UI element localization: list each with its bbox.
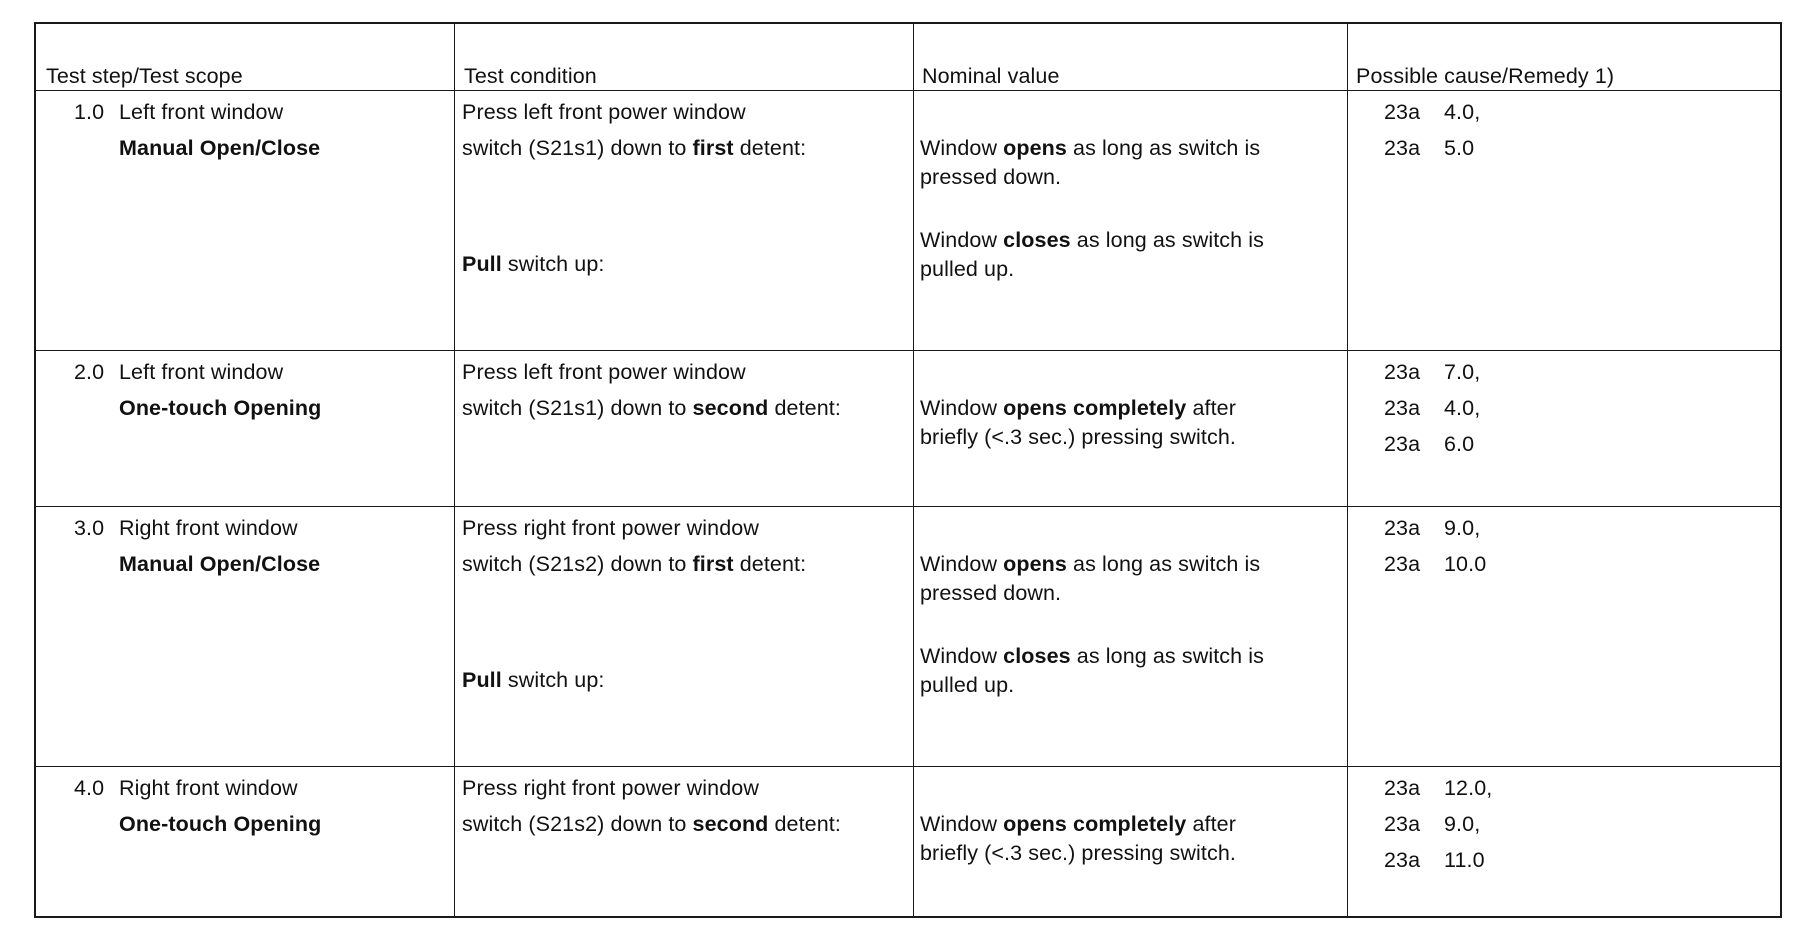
header-nominal-value: Nominal value bbox=[922, 64, 1060, 88]
nominal-value bbox=[920, 552, 1260, 576]
scope-title: Right front window bbox=[119, 516, 298, 540]
condition-detent-part: first bbox=[692, 552, 734, 576]
header-test-step: Test step/Test scope bbox=[46, 64, 243, 88]
nominal-value-part: Window bbox=[920, 812, 1004, 836]
remedy-ref: 23a bbox=[1384, 848, 1421, 872]
nominal-value-line2: pressed down. bbox=[920, 165, 1062, 189]
footnote-ref: 1) bbox=[1594, 64, 1615, 88]
nominal-value bbox=[920, 136, 1260, 160]
remedy-ref: 23a bbox=[1384, 812, 1421, 836]
condition-line: Press right front power window bbox=[462, 776, 759, 800]
remedy-step: 9.0, bbox=[1444, 812, 1481, 836]
scope-subtitle: Manual Open/Close bbox=[119, 552, 321, 576]
nominal-value-close bbox=[920, 228, 1264, 252]
remedy-step: 11.0 bbox=[1444, 848, 1485, 872]
scope-title: Right front window bbox=[119, 776, 298, 800]
nominal-value-close bbox=[920, 644, 1264, 668]
nominal-value-close-part: Window bbox=[920, 228, 1004, 252]
header-divider bbox=[36, 90, 1780, 91]
remedy-step: 12.0, bbox=[1444, 776, 1493, 800]
remedy-ref: 23a bbox=[1384, 396, 1421, 420]
condition-detent-part: switch (S21s1) down to bbox=[462, 396, 693, 420]
remedy-step: 6.0 bbox=[1444, 432, 1475, 456]
header-possible-cause bbox=[1356, 64, 1614, 88]
remedy-ref: 23a bbox=[1384, 136, 1421, 160]
step-number: 4.0 bbox=[74, 776, 105, 800]
remedy-step: 7.0, bbox=[1444, 360, 1481, 384]
nominal-value-close-part: Window bbox=[920, 644, 1004, 668]
nominal-value-close-line2: pulled up. bbox=[920, 257, 1015, 281]
scope-subtitle: One-touch Opening bbox=[119, 812, 322, 836]
scope-subtitle: One-touch Opening bbox=[119, 396, 322, 420]
row-divider bbox=[36, 350, 1780, 351]
nominal-value-close-part: as long as switch is bbox=[1070, 228, 1264, 252]
nominal-value-part: opens completely bbox=[1003, 812, 1187, 836]
nominal-value-close-part: closes bbox=[1003, 644, 1071, 668]
condition-detent bbox=[462, 396, 841, 420]
step-number: 2.0 bbox=[74, 360, 105, 384]
condition-detent bbox=[462, 136, 806, 160]
nominal-value bbox=[920, 812, 1236, 836]
condition-line: Press left front power window bbox=[462, 360, 746, 384]
remedy-ref: 23a bbox=[1384, 100, 1421, 124]
condition-pull-part: Pull bbox=[462, 252, 502, 276]
step-number: 1.0 bbox=[74, 100, 105, 124]
condition-detent bbox=[462, 552, 806, 576]
nominal-value-part: after bbox=[1186, 396, 1236, 420]
scope-subtitle: Manual Open/Close bbox=[119, 136, 321, 160]
remedy-ref: 23a bbox=[1384, 432, 1421, 456]
remedy-ref: 23a bbox=[1384, 360, 1421, 384]
nominal-value-part: as long as switch is bbox=[1066, 136, 1261, 160]
condition-detent-part: detent: bbox=[733, 136, 807, 160]
remedy-step: 9.0, bbox=[1444, 516, 1481, 540]
condition-detent-part: detent: bbox=[733, 552, 807, 576]
nominal-value-part: Window bbox=[920, 552, 1004, 576]
nominal-value-part: opens bbox=[1003, 552, 1067, 576]
nominal-value-part: opens completely bbox=[1003, 396, 1187, 420]
scope-title: Left front window bbox=[119, 360, 284, 384]
nominal-value-line2: briefly (<.3 sec.) pressing switch. bbox=[920, 425, 1236, 449]
condition-pull-part: switch up: bbox=[501, 252, 605, 276]
condition-pull bbox=[462, 252, 605, 276]
condition-line: Press right front power window bbox=[462, 516, 759, 540]
header-test-condition: Test condition bbox=[464, 64, 597, 88]
remedy-step: 4.0, bbox=[1444, 100, 1481, 124]
condition-pull-part: switch up: bbox=[501, 668, 605, 692]
condition-detent-part: second bbox=[692, 812, 769, 836]
column-divider bbox=[454, 24, 455, 916]
remedy-step: 10.0 bbox=[1444, 552, 1487, 576]
nominal-value-line2: briefly (<.3 sec.) pressing switch. bbox=[920, 841, 1236, 865]
condition-detent-part: detent: bbox=[768, 396, 841, 420]
nominal-value-close-line2: pulled up. bbox=[920, 673, 1015, 697]
condition-detent-part: first bbox=[692, 136, 734, 160]
condition-detent bbox=[462, 812, 841, 836]
nominal-value-part: after bbox=[1186, 812, 1236, 836]
nominal-value-part: as long as switch is bbox=[1066, 552, 1261, 576]
column-divider bbox=[1347, 24, 1348, 916]
remedy-ref: 23a bbox=[1384, 552, 1421, 576]
nominal-value-part: Window bbox=[920, 396, 1004, 420]
remedy-ref: 23a bbox=[1384, 776, 1421, 800]
remedy-ref: 23a bbox=[1384, 516, 1421, 540]
remedy-step: 4.0, bbox=[1444, 396, 1481, 420]
header-possible-cause-label: Possible cause/Remedy bbox=[1356, 64, 1589, 88]
nominal-value-line2: pressed down. bbox=[920, 581, 1062, 605]
condition-pull-part: Pull bbox=[462, 668, 502, 692]
condition-detent-part: switch (S21s1) down to bbox=[462, 136, 693, 160]
step-number: 3.0 bbox=[74, 516, 105, 540]
condition-detent-part: detent: bbox=[768, 812, 841, 836]
condition-detent-part: second bbox=[692, 396, 769, 420]
nominal-value bbox=[920, 396, 1236, 420]
nominal-value-part: opens bbox=[1003, 136, 1067, 160]
condition-detent-part: switch (S21s2) down to bbox=[462, 812, 693, 836]
nominal-value-part: Window bbox=[920, 136, 1004, 160]
nominal-value-close-part: closes bbox=[1003, 228, 1071, 252]
remedy-step: 5.0 bbox=[1444, 136, 1475, 160]
row-divider bbox=[36, 766, 1780, 767]
scope-title: Left front window bbox=[119, 100, 284, 124]
condition-line: Press left front power window bbox=[462, 100, 746, 124]
column-divider bbox=[913, 24, 914, 916]
condition-detent-part: switch (S21s2) down to bbox=[462, 552, 693, 576]
test-table-document bbox=[34, 22, 1782, 918]
row-divider bbox=[36, 506, 1780, 507]
nominal-value-close-part: as long as switch is bbox=[1070, 644, 1264, 668]
condition-pull bbox=[462, 668, 605, 692]
